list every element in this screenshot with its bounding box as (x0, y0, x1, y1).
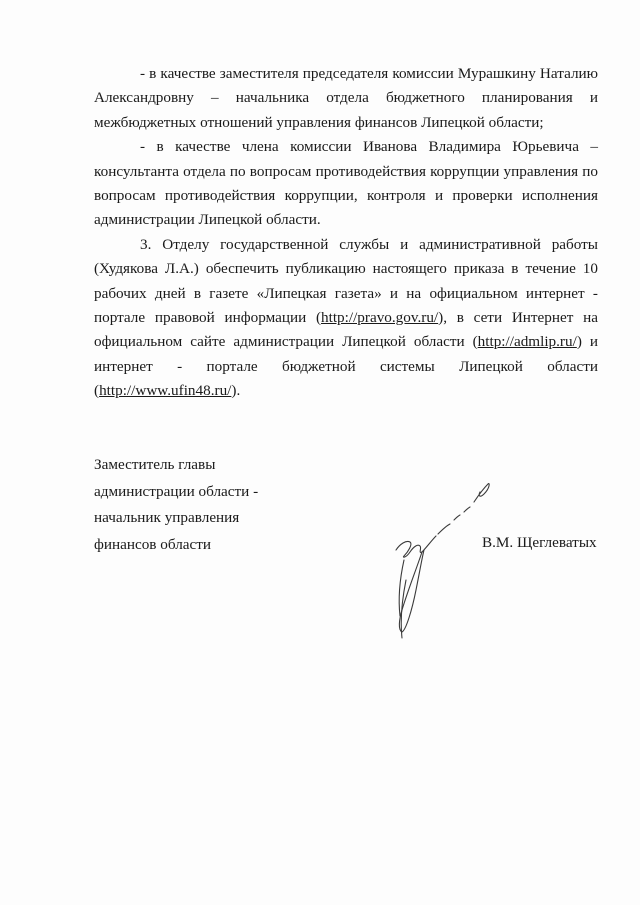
signatory-position (94, 452, 258, 558)
item3-text-part2: ), в сети Интернет на официальном сайте администрации Липецкой области ( (94, 309, 598, 351)
paragraph-item-3 (94, 233, 598, 404)
signatory-position-line-1: Заместитель главы (94, 456, 216, 473)
item3-text-part3: ) и интернет - портале бюджетной системы Липецкой области ( (94, 333, 598, 400)
paragraph-deputy-chair: - в качестве заместителя председателя комиссии Мурашкину Наталию Александровну – начальника отдела бюджетного планирования и межбюджетных отношений управления финансов Липецкой области; (94, 65, 598, 131)
signatory-position-line-3: начальник управления (94, 509, 240, 526)
paragraph-commission-member: - в качестве члена комиссии Иванова Владимира Юрьевича – консультанта отдела по вопросам противодействия коррупции управления по вопросам противодействия коррупции, контроля и проверки исполнения администрации Липецкой области. (94, 138, 598, 229)
link-ufin48[interactable]: http://www.ufin48.ru/ (99, 382, 232, 400)
document-body (94, 62, 598, 404)
signature-block (94, 452, 598, 652)
signatory-name: В.М. Щеглеватых (482, 534, 597, 551)
signatory-position-line-4: финансов области (94, 535, 212, 553)
signatory-position-line-2: администрации области - (94, 482, 259, 500)
item3-text-part1: 3. Отделу государственной службы и административной работы (Худякова Л.А.) обеспечить публикацию настоящего приказа в течение 10 рабочих дней в газете «Липецкая газета» и на официальном интернет - портале правовой информации ( (94, 235, 598, 327)
link-pravo-gov[interactable]: http://pravo.gov.ru/ (321, 309, 439, 327)
item3-text-part4: ). (231, 382, 241, 400)
link-admlip[interactable]: http://admlip.ru/ (477, 333, 577, 351)
